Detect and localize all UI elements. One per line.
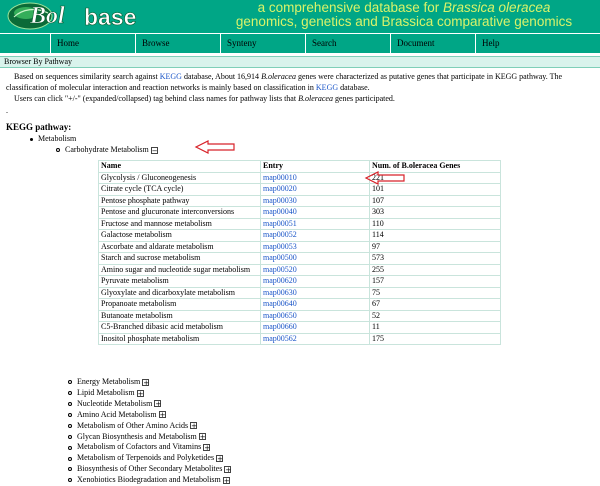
pathway-entry-link[interactable]: map00052 bbox=[263, 230, 297, 240]
table-row bbox=[99, 310, 501, 322]
kegg-link-2[interactable]: KEGG bbox=[315, 83, 339, 92]
table-row bbox=[99, 172, 501, 184]
bullet-icon bbox=[30, 138, 33, 141]
gene-count-cell: 75 bbox=[370, 287, 501, 299]
circle-bullet-icon bbox=[56, 148, 60, 152]
tagline-species: Brassica oleracea bbox=[443, 0, 551, 15]
table-row bbox=[99, 264, 501, 276]
pathway-entry-cell bbox=[261, 333, 370, 345]
kegg-link[interactable]: KEGG bbox=[159, 72, 182, 81]
pathway-name-cell: Glyoxylate and dicarboxylate metabolism bbox=[99, 287, 261, 299]
table-row bbox=[99, 241, 501, 253]
pathway-entry-cell bbox=[261, 241, 370, 253]
gene-count-cell: 52 bbox=[370, 310, 501, 322]
table-row bbox=[99, 195, 501, 207]
intro-text-a: Based on sequences similarity search against bbox=[14, 72, 160, 81]
expand-toggle-icon[interactable]: + bbox=[223, 476, 230, 485]
pathway-name-cell: Starch and sucrose metabolism bbox=[99, 253, 261, 265]
circle-bullet-icon bbox=[68, 446, 72, 450]
tree-class-carbohydrate bbox=[30, 144, 158, 155]
circle-bullet-icon bbox=[68, 391, 72, 395]
gene-count-cell: 175 bbox=[370, 333, 501, 345]
pathway-entry-cell bbox=[261, 310, 370, 322]
table-body bbox=[99, 172, 501, 345]
logo-text-base: base bbox=[84, 4, 137, 30]
pathway-entry-link[interactable]: map00040 bbox=[263, 207, 297, 217]
pathway-entry-link[interactable]: map00520 bbox=[263, 264, 297, 274]
pathway-entry-link[interactable]: map00620 bbox=[263, 276, 297, 286]
table-row bbox=[99, 299, 501, 311]
expand-toggle-icon[interactable]: + bbox=[217, 455, 223, 463]
circle-bullet-icon bbox=[68, 435, 72, 439]
header-entry: Entry bbox=[261, 161, 370, 173]
circle-bullet-icon bbox=[68, 424, 72, 428]
expand-toggle-icon[interactable]: + bbox=[155, 400, 162, 409]
pathway-name-cell: Pentose and glucuronate interconversions bbox=[99, 207, 261, 219]
class-label: Biosynthesis of Other Secondary Metabolites bbox=[77, 464, 223, 474]
class-label: Metabolism of Terpenoids and Polyketides bbox=[77, 453, 215, 463]
pathway-tree bbox=[30, 133, 158, 155]
pathway-entry-cell bbox=[261, 218, 370, 230]
red-arrow-icon bbox=[194, 140, 236, 154]
class-label-carbohydrate: Carbohydrate Metabolism bbox=[65, 145, 149, 154]
intro-text-b: database, About 16,914 bbox=[181, 72, 262, 81]
logo-text-bol: Bol bbox=[30, 3, 65, 29]
tree-class-item bbox=[68, 464, 231, 475]
intro-species-2: B.oleracea bbox=[298, 94, 333, 103]
pathway-entry-link[interactable]: map00030 bbox=[263, 195, 297, 205]
expand-toggle-icon[interactable]: + bbox=[191, 422, 197, 431]
pathway-name-cell: Amino sugar and nucleotide sugar metabolism bbox=[99, 264, 261, 276]
pathway-entry-link[interactable]: map00562 bbox=[263, 333, 297, 343]
tree-class-item bbox=[68, 377, 231, 388]
gene-count-cell: 107 bbox=[370, 195, 501, 207]
circle-bullet-icon bbox=[68, 380, 72, 384]
site-header bbox=[0, 0, 600, 33]
nav-synteny[interactable]: Synteny bbox=[221, 34, 305, 53]
circle-bullet-icon bbox=[68, 413, 72, 417]
tree-root bbox=[30, 133, 158, 144]
header-name: Name bbox=[99, 161, 261, 173]
tree-class-item bbox=[68, 388, 231, 399]
table-row bbox=[99, 333, 501, 345]
pathway-name-cell: Pentose phosphate pathway bbox=[99, 195, 261, 207]
class-label: Xenobiotics Biodegradation and Metabolism bbox=[77, 475, 221, 485]
class-label: Energy Metabolism bbox=[77, 377, 141, 386]
tagline-line2: genomics, genetics and Brassica comparative genomics bbox=[235, 14, 573, 29]
intro-paragraph-1 bbox=[6, 71, 594, 93]
intro-paragraph-2 bbox=[6, 93, 594, 104]
class-label: Metabolism of Cofactors and Vitamins bbox=[77, 442, 202, 452]
expand-toggle-icon[interactable]: + bbox=[143, 378, 150, 387]
header-gene-count: Num. of B.oleracea Genes bbox=[370, 161, 501, 173]
gene-count-cell: 11 bbox=[370, 322, 501, 334]
table-row bbox=[99, 218, 501, 230]
pathway-entry-cell bbox=[261, 287, 370, 299]
pathway-entry-cell bbox=[261, 299, 370, 311]
class-label: Metabolism of Other Amino Acids bbox=[77, 420, 189, 430]
intro-text-f: genes participated. bbox=[332, 94, 395, 103]
table-row bbox=[99, 276, 501, 288]
pathway-name-cell: Inositol phosphate metabolism bbox=[99, 333, 261, 345]
expand-toggle-icon[interactable]: + bbox=[159, 411, 166, 420]
pathway-entry-cell bbox=[261, 230, 370, 242]
gene-count-cell: 255 bbox=[370, 264, 501, 276]
site-tagline bbox=[208, 1, 600, 29]
pathway-entry-link[interactable]: map00051 bbox=[263, 218, 297, 228]
tree-class-item bbox=[68, 410, 231, 421]
table-row bbox=[99, 322, 501, 334]
gene-count-cell: 573 bbox=[370, 253, 501, 265]
pathway-name-cell: Pyruvate metabolism bbox=[99, 276, 261, 288]
gene-count-cell: 114 bbox=[370, 230, 501, 242]
tree-class-item bbox=[68, 475, 231, 486]
circle-bullet-icon bbox=[68, 478, 72, 482]
nav-browse[interactable]: Browse bbox=[136, 34, 220, 53]
tagline-prefix: a comprehensive database for bbox=[257, 0, 444, 15]
breadcrumb: Browser By Pathway bbox=[0, 56, 600, 68]
main-nav bbox=[0, 34, 600, 53]
nav-help[interactable]: Help bbox=[476, 34, 600, 53]
pathway-name-cell: Butanoate metabolism bbox=[99, 310, 261, 322]
pathway-entry-cell bbox=[261, 276, 370, 288]
pathway-entry-link[interactable]: map00640 bbox=[263, 299, 297, 309]
expand-toggle-icon[interactable]: + bbox=[225, 465, 232, 474]
pathway-entry-cell bbox=[261, 322, 370, 334]
table-row bbox=[99, 184, 501, 196]
expand-toggle-icon[interactable]: + bbox=[137, 389, 144, 398]
class-label: Amino Acid Metabolism bbox=[77, 409, 157, 419]
pathway-entry-link[interactable]: map00630 bbox=[263, 287, 297, 297]
pathway-entry-link[interactable]: map00660 bbox=[263, 322, 297, 332]
pathway-entry-cell bbox=[261, 195, 370, 207]
tree-class-item bbox=[68, 399, 231, 410]
pathway-entry-link[interactable]: map00020 bbox=[263, 184, 297, 194]
pathway-entry-link[interactable]: map00650 bbox=[263, 310, 297, 320]
gene-count-cell: 303 bbox=[370, 207, 501, 219]
intro-text-e: Users can click "+/-" (expanded/collapsed) tag behind class names for pathway lists that bbox=[14, 94, 299, 103]
stray-dot: . bbox=[6, 106, 8, 115]
pathway-entry-cell bbox=[261, 264, 370, 276]
intro-text-c: genes were characterized as putative genes that participate in KEGG pathway. The classification of molecular interaction and reaction networks is mainly based on classification in bbox=[6, 72, 563, 92]
gene-count-cell: 110 bbox=[370, 218, 501, 230]
gene-count-cell: 97 bbox=[370, 241, 501, 253]
pathway-name-cell: Citrate cycle (TCA cycle) bbox=[99, 184, 261, 196]
circle-bullet-icon bbox=[68, 467, 72, 471]
pathway-name-cell: Propanoate metabolism bbox=[99, 299, 261, 311]
pathway-name-cell: Galactose metabolism bbox=[99, 230, 261, 242]
pathway-entry-cell bbox=[261, 253, 370, 265]
nav-document[interactable]: Document bbox=[391, 34, 475, 53]
tree-class-item bbox=[68, 442, 231, 453]
pathway-entry-link[interactable]: map00500 bbox=[263, 253, 297, 263]
gene-count-cell: 221 bbox=[370, 172, 501, 184]
pathway-name-cell: Ascorbate and aldarate metabolism bbox=[99, 241, 261, 253]
gene-count-cell: 157 bbox=[370, 276, 501, 288]
circle-bullet-icon bbox=[68, 402, 72, 406]
kegg-pathway-heading: KEGG pathway: bbox=[6, 122, 72, 132]
class-label: Nucleotide Metabolism bbox=[77, 398, 153, 408]
tree-class-item bbox=[68, 432, 231, 443]
collapse-toggle-icon[interactable]: − bbox=[151, 146, 158, 155]
class-label: Lipid Metabolism bbox=[77, 387, 135, 397]
pathway-table bbox=[98, 160, 501, 345]
tree-class-item bbox=[68, 421, 231, 432]
table-row bbox=[99, 287, 501, 299]
bolbase-logo[interactable] bbox=[6, 1, 156, 32]
table-row bbox=[99, 230, 501, 242]
table-row bbox=[99, 253, 501, 265]
class-label: Glycan Biosynthesis and Metabolism bbox=[77, 431, 197, 441]
other-classes-list bbox=[68, 377, 231, 486]
gene-count-cell: 101 bbox=[370, 184, 501, 196]
pathway-entry-cell bbox=[261, 184, 370, 196]
nav-spacer bbox=[0, 34, 50, 53]
intro-text-d: database. bbox=[338, 83, 370, 92]
tree-root-label: Metabolism bbox=[38, 134, 77, 143]
pathway-entry-link[interactable]: map00053 bbox=[263, 241, 297, 251]
pathway-entry-cell bbox=[261, 207, 370, 219]
intro-species: B.oleracea bbox=[261, 72, 296, 81]
nav-search[interactable]: Search bbox=[306, 34, 390, 53]
pathway-name-cell: C5-Branched dibasic acid metabolism bbox=[99, 322, 261, 334]
pathway-entry-cell bbox=[261, 172, 370, 184]
pathway-entry-link[interactable]: map00010 bbox=[263, 172, 297, 182]
pathway-name-cell: Fructose and mannose metabolism bbox=[99, 218, 261, 230]
expand-toggle-icon[interactable]: + bbox=[204, 444, 211, 453]
gene-count-cell: 67 bbox=[370, 299, 501, 311]
pathway-name-cell: Glycolysis / Gluconeogenesis bbox=[99, 172, 261, 184]
table-header-row bbox=[99, 161, 501, 173]
nav-home[interactable]: Home bbox=[51, 34, 135, 53]
intro-text bbox=[6, 71, 594, 104]
red-arrow-icon bbox=[364, 171, 406, 185]
expand-toggle-icon[interactable]: + bbox=[199, 433, 206, 442]
table-row bbox=[99, 207, 501, 219]
